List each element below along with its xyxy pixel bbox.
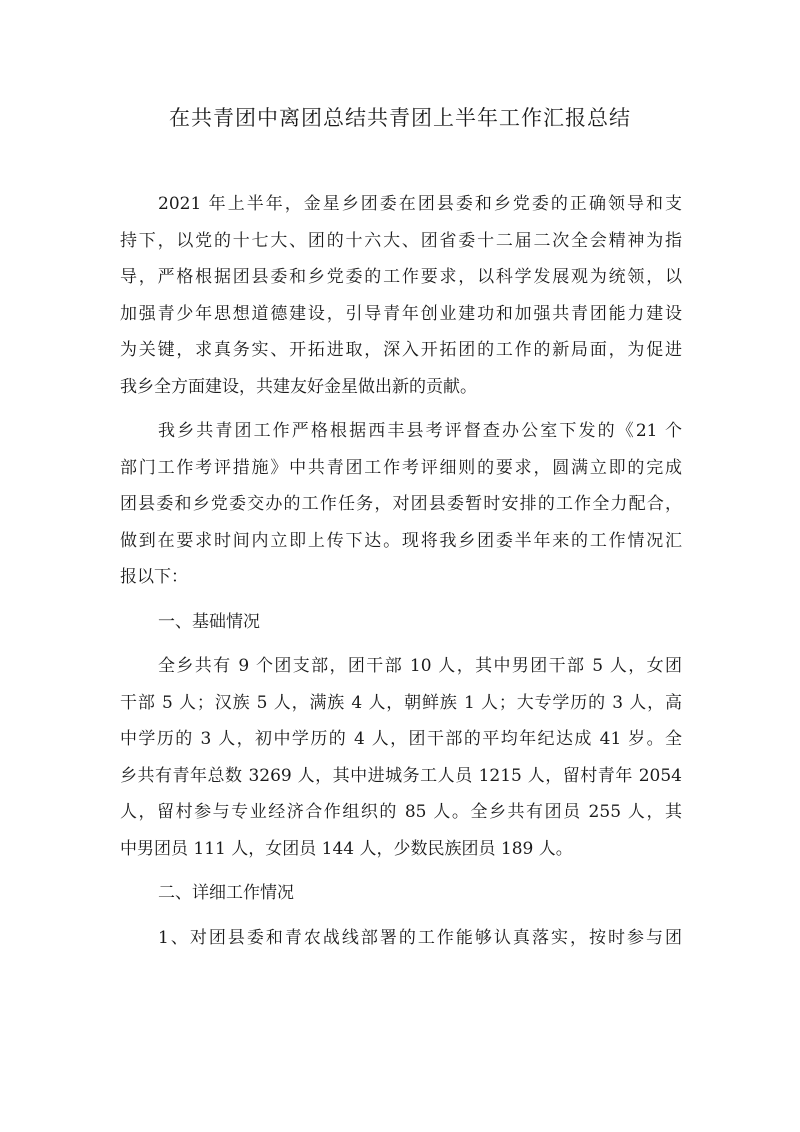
section-heading: 二、详细工作情况 (158, 883, 294, 903)
text-line: 乡共有青年总数 3269 人，其中进城务工人员 1215 人，留村青年 2054 (120, 765, 682, 786)
paragraph-detail-1 (120, 920, 682, 957)
text-line: 部门工作考评措施》中共青团工作考评细则的要求，圆满立即的完成 (120, 457, 682, 478)
section-heading: 一、基础情况 (158, 611, 260, 632)
text-line: 中学历的 3 人，初中学历的 4 人，团干部的平均年纪达成 41 岁。全 (120, 729, 682, 749)
text-line: 中男团员 111 人，女团员 144 人，少数民族团员 189 人。 (120, 838, 573, 859)
text-line: 1、对团县委和青农战线部署的工作能够认真落实，按时参与团 (158, 927, 682, 948)
text-line: 我乡全方面建设，共建友好金星做出新的贡献。 (120, 376, 477, 397)
document-body (120, 186, 682, 964)
text-line: 做到在要求时间内立即上传下达。现将我乡团委半年来的工作情况汇 (120, 530, 682, 551)
text-line: 全乡共有 9 个团支部，团干部 10 人，其中男团干部 5 人，女团 (158, 656, 682, 676)
text-line: 2021 年上半年，金星乡团委在团县委和乡党委的正确领导和支 (158, 194, 682, 214)
section-heading-basic (120, 604, 682, 641)
document-title: 在共青团中离团总结共青团上半年工作汇报总结 (169, 106, 631, 130)
text-line: 持下，以党的十七大、团的十六大、团省委十二届二次全会精神为指 (120, 230, 682, 251)
paragraph-report-basis (120, 413, 682, 596)
paragraph-basic-stats (120, 648, 682, 867)
text-line: 加强青少年思想道德建设，引导青年创业建功和加强共青团能力建设 (120, 303, 682, 324)
paragraph-intro (120, 186, 682, 405)
text-line: 导，严格根据团县委和乡党委的工作要求，以科学发展观为统领，以 (120, 267, 682, 287)
section-heading-details (120, 875, 682, 912)
text-line: 为关键，求真务实、开拓进取，深入开拓团的工作的新局面，为促进 (120, 340, 682, 360)
text-line: 报以下： (120, 567, 188, 587)
text-line: 团县委和乡党委交办的工作任务，对团县委暂时安排的工作全力配合， (120, 494, 682, 514)
text-line: 我乡共青团工作严格根据西丰县考评督查办公室下发的《21 个 (158, 421, 682, 441)
text-line: 人，留村参与专业经济合作组织的 85 人。全乡共有团员 255 人，其 (120, 802, 682, 822)
text-line: 干部 5 人；汉族 5 人，满族 4 人，朝鲜族 1 人；大专学历的 3 人，高 (120, 692, 682, 713)
